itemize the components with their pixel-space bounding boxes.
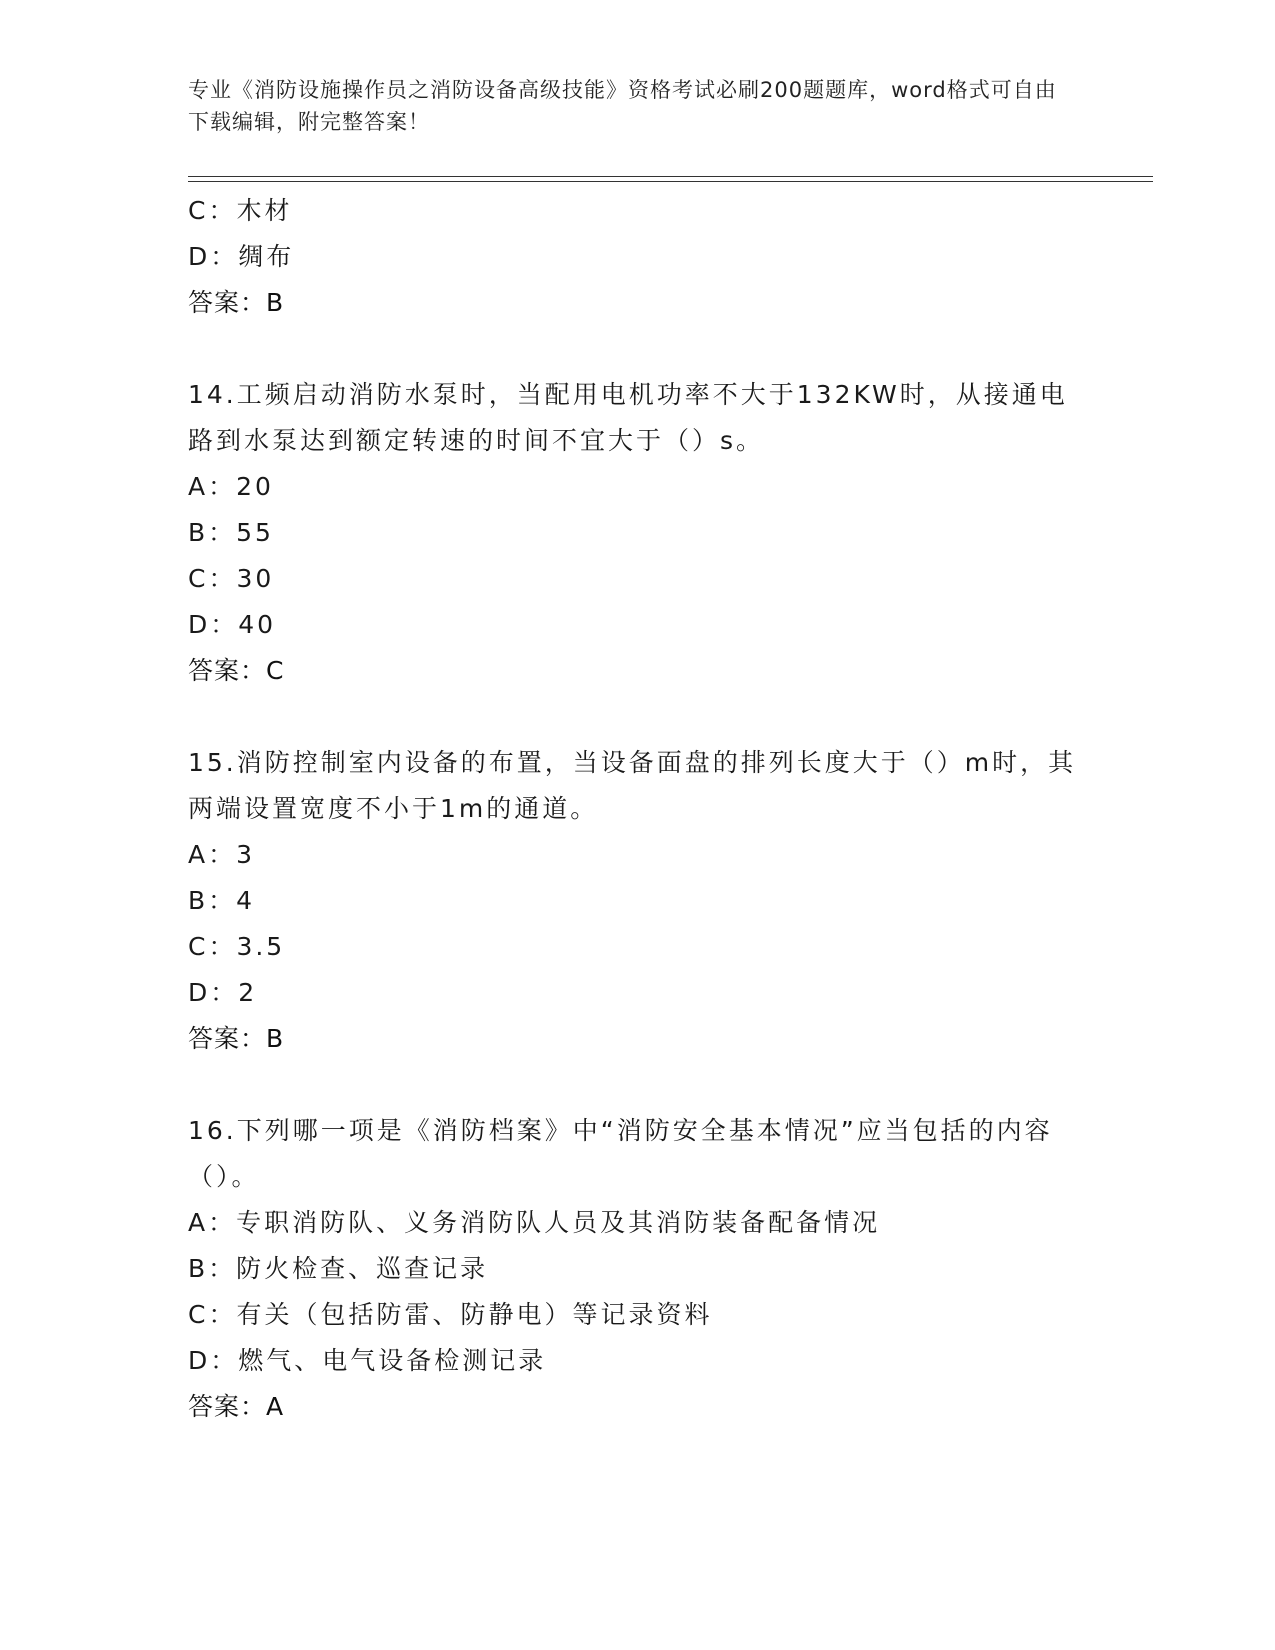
answer-line: [188, 1016, 1088, 1062]
option-c: C：30: [188, 564, 275, 593]
question-stem: 16.下列哪一项是《消防档案》中“消防安全基本情况”应当包括的内容（）。: [188, 1116, 1053, 1191]
option-d: D：燃气、电气设备检测记录: [188, 1346, 547, 1375]
option-d: D：40: [188, 610, 277, 639]
option-d: D：2: [188, 978, 258, 1007]
answer-label: 答案：: [188, 288, 267, 317]
option-b: B：4: [188, 886, 256, 915]
option-c: C：有关（包括防雷、防静电）等记录资料: [188, 1300, 713, 1329]
answer-value: B: [266, 288, 285, 317]
answer-label: 答案：: [188, 1024, 267, 1053]
answer-label: 答案：: [188, 656, 267, 685]
answer-line: [188, 648, 1088, 694]
option-d: D：绸布: [188, 242, 295, 271]
question-15: [188, 740, 1088, 1062]
header-divider-bottom: [188, 181, 1153, 182]
question-stem: 15.消防控制室内设备的布置，当设备面盘的排列长度大于（）m时，其两端设置宽度不小于1m的通道。: [188, 748, 1077, 823]
question-16: [188, 1108, 1088, 1430]
question-stem: 14.工频启动消防水泵时，当配用电机功率不大于132KW时，从接通电路到水泵达到额定转速的时间不宜大于（）s。: [188, 380, 1068, 455]
answer-value: C: [266, 656, 285, 685]
option-c: C：3.5: [188, 932, 286, 961]
question-13-continued: [188, 188, 1088, 326]
option-c: C：木材: [188, 196, 293, 225]
page-content: [188, 188, 1088, 1430]
answer-value: B: [266, 1024, 285, 1053]
option-b: B：55: [188, 518, 274, 547]
answer-line: [188, 280, 1088, 326]
answer-line: [188, 1384, 1088, 1430]
option-a: A：专职消防队、义务消防队人员及其消防装备配备情况: [188, 1208, 881, 1237]
header-divider-top: [188, 176, 1153, 177]
option-b: B：防火检查、巡查记录: [188, 1254, 489, 1283]
answer-label: 答案：: [188, 1392, 267, 1421]
option-a: A：20: [188, 472, 274, 501]
answer-value: A: [266, 1392, 285, 1421]
option-a: A：3: [188, 840, 256, 869]
question-14: [188, 372, 1088, 694]
document-header: 专业《消防设施操作员之消防设备高级技能》资格考试必刷200题题库，word格式可自由下载编辑，附完整答案！: [188, 78, 1057, 134]
